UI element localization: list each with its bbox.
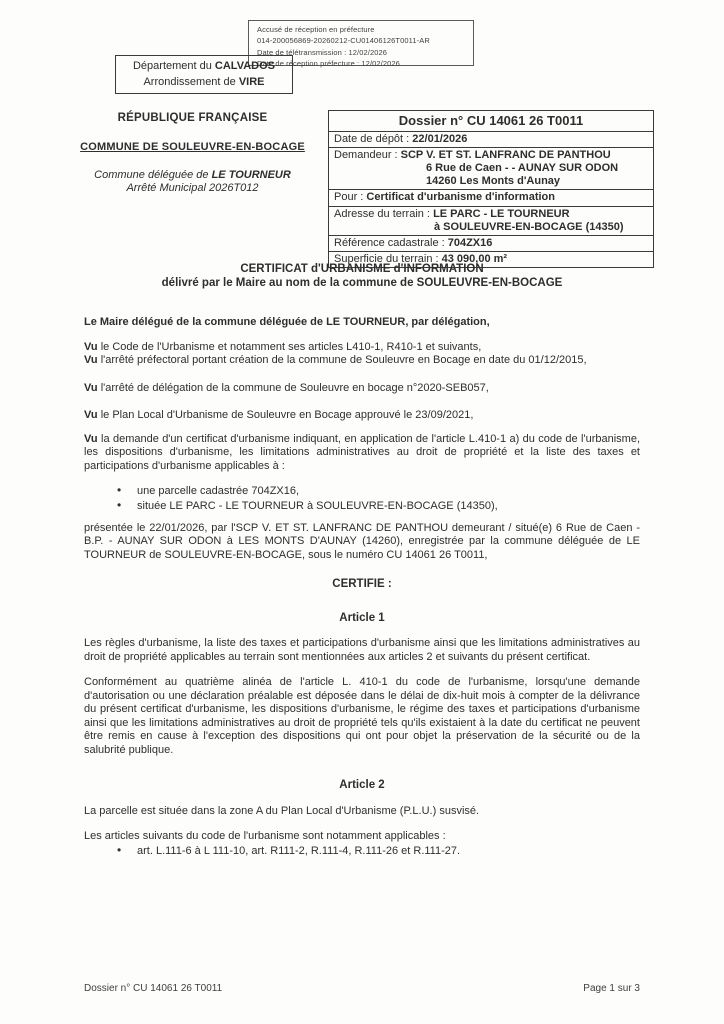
- bullet-parcelle: • une parcelle cadastrée 704ZX16,: [84, 485, 640, 499]
- article-1-paragraph-1: Les règles d'urbanisme, la liste des taxes et participations d'urbanisme ainsi que les limitations administratives au droit de propriété applicables au terrain sont mentionnées aux articles 2 et suivants du présent certificat.: [84, 637, 640, 663]
- article-2-paragraph-2: Les articles suivants du code de l'urbanisme sont notamment applicables :: [84, 830, 446, 842]
- stamp-line-title: Accusé de réception en préfecture: [257, 25, 375, 34]
- document-body: [84, 316, 640, 860]
- arrete-municipal-line: Arrêté Municipal 2026T012: [126, 182, 259, 194]
- demandeur-address-line2: 14260 Les Monts d'Aunay: [426, 175, 561, 188]
- vu-arrete-prefectoral: Vu l'arrêté préfectoral portant création de la commune de Souleuvre en Bocage en date du 01/12/2015,: [84, 354, 587, 366]
- department-line: Département du CALVADOS: [132, 60, 276, 73]
- dossier-number-header: Dossier n° CU 14061 26 T0011: [398, 113, 584, 128]
- article-1-heading: Article 1: [339, 611, 385, 624]
- article-2-paragraph-1: La parcelle est située dans la zone A du Plan Local d'Urbanisme (P.L.U.) susvisé.: [84, 804, 480, 817]
- vu-code-urbanisme: Vu le Code de l'Urbanisme et notamment ses articles L410-1, R410-1 et suivants,: [84, 340, 482, 353]
- vu-demande-paragraph: Vu la demande d'un certificat d'urbanisme indiquant, en application de l'article L.410-1 a) du code de l'urbanisme, les dispositions d'urbanisme, les limitations administratives au droit de propriété et la liste des taxes et participations d'urbanisme applicables à :: [84, 432, 640, 472]
- delegated-commune-line: Commune déléguée de LE TOURNEUR: [94, 169, 291, 181]
- department-box: [115, 55, 293, 94]
- article-2-heading: Article 2: [339, 779, 385, 791]
- parcel-bullet-list: [84, 485, 640, 514]
- commune-title: COMMUNE DE SOULEUVRE-EN-BOCAGE: [80, 141, 305, 153]
- demandeur-address-line1: 6 Rue de Caen - - AUNAY SUR ODON: [426, 161, 619, 174]
- footer-dossier-number: Dossier n° CU 14061 26 T0011: [84, 983, 223, 994]
- pour-row: Pour : Certificat d'urbanisme d'information: [329, 189, 653, 205]
- arrondissement-line: Arrondissement de VIRE: [143, 75, 265, 88]
- certifie-heading: CERTIFIE :: [332, 578, 392, 590]
- vu-plu: Vu le Plan Local d'Urbanisme de Souleuvre en Bocage approuvé le 23/09/2021,: [84, 409, 474, 421]
- document-title-line2: délivré par le Maire au nom de la commune de SOULEUVRE-EN-BOCAGE: [161, 276, 563, 289]
- bullet-articles-applicables: • art. L.111-6 à L 111-10, art. R111-2, R.111-4, R.111-26 et R.111-27.: [84, 845, 640, 859]
- adresse-terrain-line1: Adresse du terrain : LE PARC - LE TOURNEUR: [334, 207, 570, 220]
- maire-paragraph: Le Maire délégué de la commune déléguée de LE TOURNEUR, par délégation,: [84, 316, 490, 328]
- superficie-row: Superficie du terrain : 43 090,00 m²: [329, 251, 653, 267]
- demandeur-row: [329, 147, 653, 190]
- stamp-line-reference: 014-200056869-20260212-CU01406126T0011-AR: [257, 36, 430, 46]
- adresse-terrain-line2: à SOULEUVRE-EN-BOCAGE (14350): [434, 220, 624, 233]
- footer-page-number: Page 1 sur 3: [583, 983, 640, 994]
- dossier-table: [328, 110, 654, 268]
- document-title: [0, 263, 724, 290]
- demandeur-name-line: Demandeur : SCP V. ET ST. LANFRANC DE PANTHOU: [334, 148, 611, 161]
- bullet-situee: • située LE PARC - LE TOURNEUR à SOULEUVRE-EN-BOCAGE (14350),: [84, 500, 640, 514]
- article-1-paragraph-2: Conformément au quatrième alinéa de l'article L. 410-1 du code de l'urbanisme, lorsqu'une demande d'autorisation ou une déclaration préalable est déposée dans le délai de dix-huit mois à compter de la délivrance du présent certificat d'urbanisme, les dispositions d'urbanisme, le régime des taxes et participations d'urbanisme ainsi que les limitations administratives au droit de propriété tels qu'ils existaient à la date du certificat ne peuvent être remis en cause à l'exception des dispositions qui ont pour objet la préservation de la sécurité ou de la salubrité publique.: [84, 676, 640, 756]
- reference-cadastrale-row: Référence cadastrale : 704ZX16: [329, 235, 653, 251]
- document-title-line1: CERTIFICAT d'URBANISME d'INFORMATION: [240, 263, 484, 275]
- stamp-line-teletransmission: Date de télétransmission : 12/02/2026: [257, 47, 388, 57]
- left-header-column: [55, 112, 330, 194]
- vu-arrete-delegation: Vu l'arrêté de délégation de la commune de Souleuvre en bocage n°2020-SEB057,: [84, 381, 489, 394]
- presentee-paragraph: présentée le 22/01/2026, par l'SCP V. ET ST. LANFRANC DE PANTHOU demeurant / situé(e) 6 Rue de Caen - B.P. - AUNAY SUR ODON à LES MONTS D'AUNAY (14260), enregistrée par la commune déléguée de LE TOURNEUR de SOULEUVRE-EN-BOCAGE, sous le numéro CU 14061 26 T0011,: [84, 521, 640, 561]
- stamp-line-reception: Date de réception préfecture : 12/02/2026: [257, 58, 400, 68]
- adresse-terrain-row: [329, 206, 653, 235]
- date-depot-row: Date de dépôt : 22/01/2026: [329, 131, 653, 147]
- republic-title: RÉPUBLIQUE FRANÇAISE: [117, 112, 268, 124]
